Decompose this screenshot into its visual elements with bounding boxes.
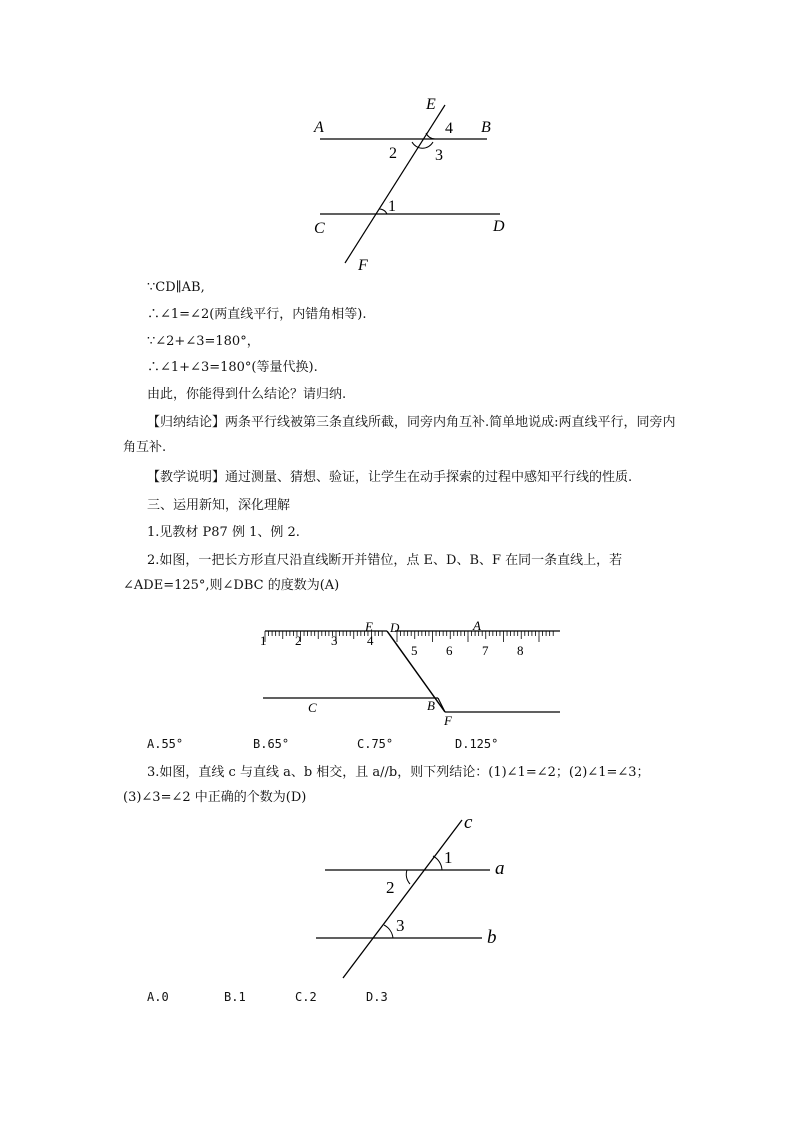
label-3: 3 (435, 147, 443, 164)
label-a: A (314, 119, 324, 136)
question-2: 2.如图，一把长方形直尺沿直线断开并错位，点 E、D、B、F 在同一条直线上，若∠ADE=125°,则∠DBC 的度数为(A) (123, 553, 623, 593)
angle-arc-2 (406, 870, 410, 884)
proof-line-5: 由此，你能得到什么结论？请归纳. (147, 387, 347, 402)
q2-choice-b: B.65° (253, 737, 290, 751)
q2-choice-c: C.75° (357, 737, 394, 751)
line-ef (345, 105, 445, 263)
ruler-label-d: D (390, 620, 400, 635)
q2-choice-d: D.125° (455, 737, 499, 751)
ruler-label-a: A (473, 618, 481, 633)
q3-choice-a: A.0 (147, 990, 169, 1004)
figure-parallel-lines-1 (300, 90, 530, 275)
ruler-label-f: F (444, 713, 452, 728)
q3-choice-d: D.3 (366, 990, 388, 1004)
tick-number-4: 4 (367, 633, 374, 648)
figure-parallel-lines-3 (310, 808, 520, 983)
proof-line-3: ∵∠2+∠3=180°， (147, 334, 260, 349)
label-e: E (426, 96, 436, 113)
tick-number-3: 3 (331, 633, 338, 648)
ruler-label-e: E (365, 619, 373, 634)
summary-tag: 【归纳结论】 (147, 415, 226, 430)
figure-broken-ruler (255, 618, 570, 730)
tick-number-6: 6 (446, 643, 453, 658)
question-3: 3.如图，直线 c 与直线 a、b 相交，且 a//b，则下列结论：(1)∠1=∠2；(2)∠1=∠3；(3)∠3=∠2 中正确的个数为(D) (123, 765, 650, 805)
label-c: c (464, 812, 473, 833)
teaching-tag: 【教学说明】 (147, 470, 226, 485)
q3-choice-b: B.1 (224, 990, 246, 1004)
proof-line-4: ∴∠1+∠3=180°(等量代换). (147, 360, 318, 375)
summary-paragraph (123, 410, 683, 460)
join-b (438, 698, 445, 712)
tick-number-1: 1 (260, 633, 267, 648)
teaching-note (147, 468, 632, 488)
angle-arc-1 (433, 856, 442, 870)
ruler-label-b: B (427, 698, 435, 713)
label-1: 1 (444, 848, 453, 867)
label-f: F (358, 257, 368, 274)
tick-number-8: 8 (517, 643, 524, 658)
q2-choice-a: A.55° (147, 737, 184, 751)
proof-line-1: ∵CD∥AB, (147, 280, 205, 295)
teaching-text: 通过测量、猜想、验证，让学生在动手探索的过程中感知平行线的性质. (225, 470, 633, 485)
tick-number-5: 5 (411, 643, 418, 658)
q3-choice-c: C.2 (295, 990, 317, 1004)
summary-text: 两条平行线被第三条直线所截，同旁内角互补.简单地说成:两直线平行，同旁内角互补. (123, 415, 676, 455)
angle-arc-1 (379, 209, 387, 214)
tick-number-2: 2 (295, 633, 302, 648)
label-1: 1 (388, 198, 396, 215)
label-4: 4 (445, 120, 453, 137)
ruler-label-c: C (308, 700, 317, 715)
label-2: 2 (386, 878, 395, 897)
line-c (343, 820, 462, 978)
label-b: b (487, 927, 497, 948)
label-b: B (481, 119, 491, 136)
proof-line-2: ∴∠1=∠2(两直线平行，内错角相等). (147, 307, 367, 322)
label-c: C (314, 220, 325, 237)
label-2: 2 (389, 145, 397, 162)
tick-number-7: 7 (482, 643, 489, 658)
label-a: a (495, 858, 505, 879)
angle-arc-2-3 (412, 142, 433, 148)
section-3-title: 三、运用新知，深化理解 (147, 498, 291, 513)
question-1: 1.见教材 P87 例 1、例 2. (147, 525, 300, 540)
angle-arc-3 (384, 925, 393, 938)
label-d: D (493, 218, 505, 235)
label-3: 3 (396, 916, 405, 935)
